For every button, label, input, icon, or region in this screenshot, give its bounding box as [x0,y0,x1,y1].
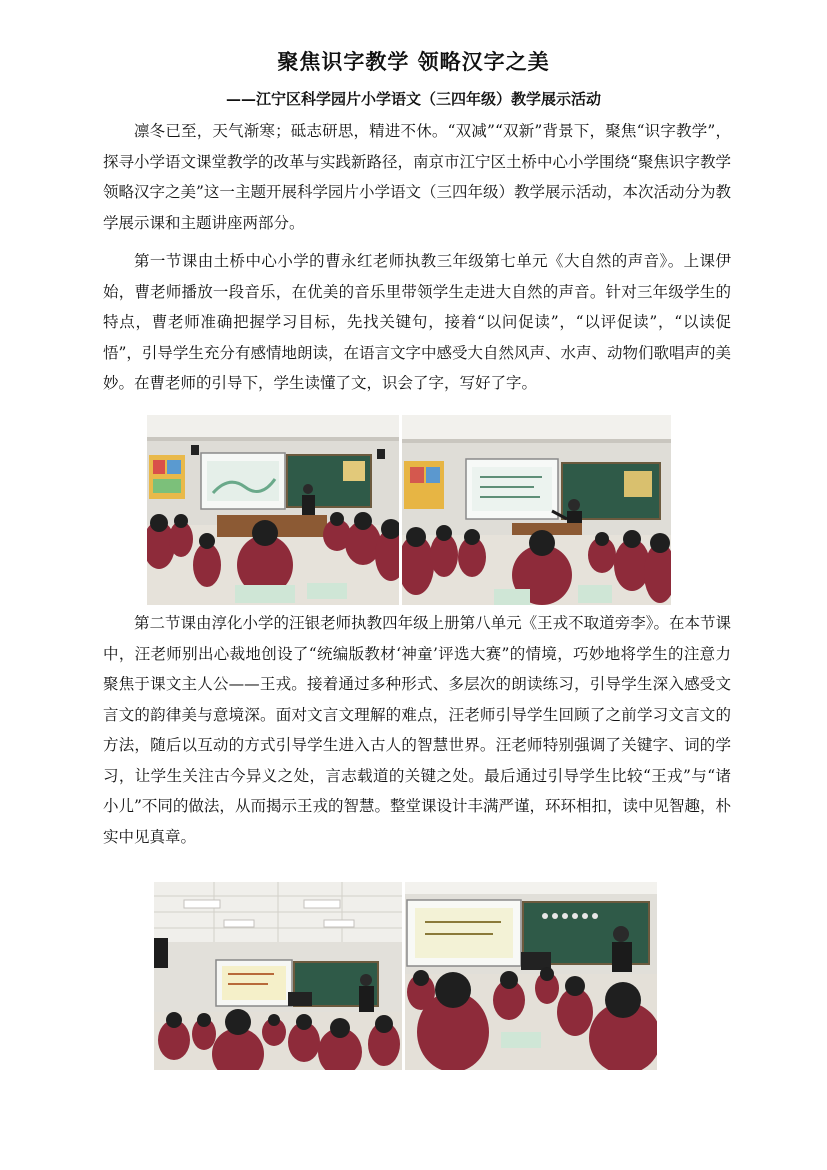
paragraph-second-lesson: 第二节课由淳化小学的汪银老师执教四年级上册第八单元《王戎不取道旁李》。在本节课中，汪老师别出心裁地创设了“统编版教材‘神童’评选大赛”的情境，巧妙地将学生的注意力聚焦于课文主人公——王戎。接着通过多种形式、多层次的朗读练习，引导学生深入感受文言文的韵律美与意境深。面对文言文理解的难点，汪老师引导学生回顾了之前学习文言文的方法，随后以互动的方式引导学生进入古人的智慧世界。汪老师特别强调了关键字、词的学习，让学生关注古今异义之处，言志载道的关键之处。最后通过引导学生比较“王戎”与“诸小儿”不同的做法，从而揭示王戎的智慧。整堂课设计丰满严谨，环环相扣，读中见智趣，朴实中见真章。 [103,614,731,846]
classroom-photo-3 [154,882,402,1070]
paragraph-intro: 凛冬已至，天气渐寒；砥志研思，精进不休。“双减”“双新”背景下，聚焦“识字教学”，探寻小学语文课堂教学的改革与实践新路径，南京市江宁区土桥中心小学围绕“聚焦识字教学 领略汉字之美”这一主题开展科学园片小学语文（三四年级）教学展示活动，本次活动分为教学展示课和主题讲座两部分。 [103,122,731,232]
classroom-photo-1 [147,415,399,605]
paragraph-first-lesson: 第一节课由土桥中心小学的曹永红老师执教三年级第七单元《大自然的声音》。上课伊始，曹老师播放一段音乐，在优美的音乐里带领学生走进大自然的声音。针对三年级学生的特点，曹老师准确把握学习目标，先找关键句，接着“以问促读”，“以评促读”，“以读促悟”，引导学生充分有感情地朗读，在语言文字中感受大自然风声、水声、动物们歌唱声的美妙。在曹老师的引导下，学生读懂了文，识会了字，写好了字。 [103,252,731,392]
document-subtitle: ——江宁区科学园片小学语文（三四年级）教学展示活动 [225,90,601,108]
document-title: 聚焦识字教学 领略汉字之美 [277,49,550,74]
classroom-photo-2 [402,415,671,605]
classroom-photo-4 [405,882,657,1070]
